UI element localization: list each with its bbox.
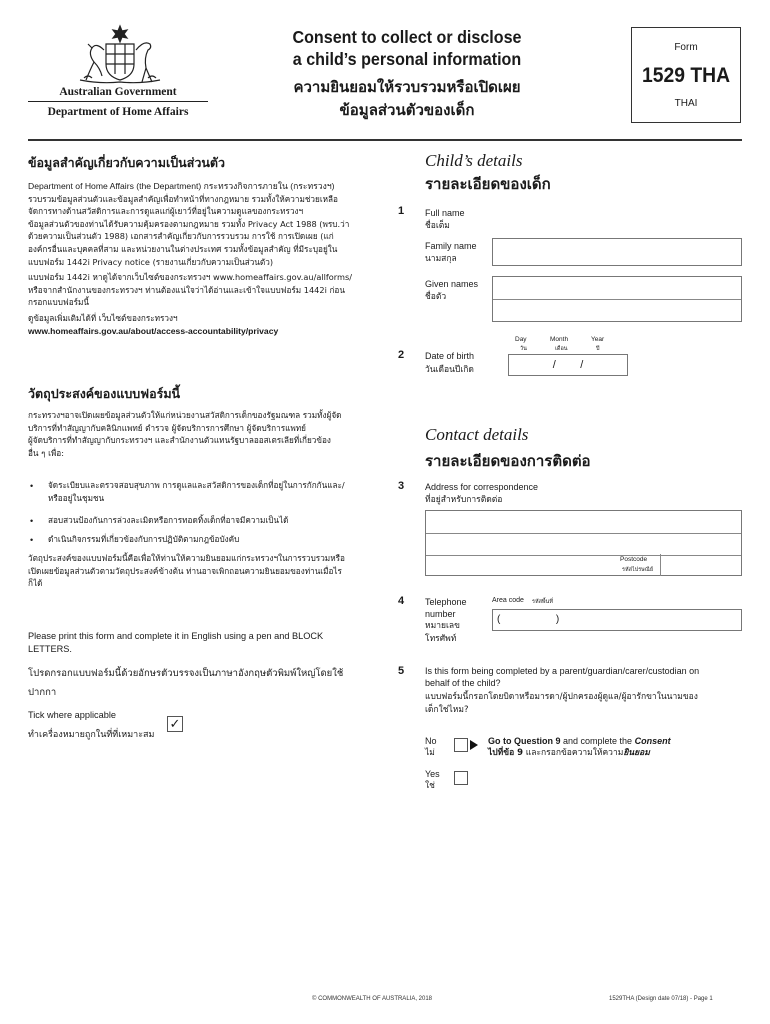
bullet-1-dot: • bbox=[30, 481, 34, 491]
no-label-th: ไม่ bbox=[425, 748, 435, 758]
contact-heading-en: Contact details bbox=[425, 425, 529, 444]
child-heading-th: รายละเอียดของเด็ก bbox=[425, 175, 551, 193]
q1-number: 1 bbox=[398, 205, 405, 217]
given-names-label-th: ชื่อตัว bbox=[425, 292, 447, 302]
form-language: THAI bbox=[674, 98, 698, 109]
tick-instruction-th: ทำเครื่องหมายถูกในที่ที่เหมาะสม bbox=[28, 730, 155, 740]
title-line-2: a child’s personal information bbox=[292, 49, 522, 69]
instr-en-l2: LETTERS. bbox=[28, 644, 72, 654]
yes-label-en: Yes bbox=[425, 769, 440, 779]
q4-label bbox=[425, 596, 467, 646]
q1-label-th: ชื่อเต็ม bbox=[425, 221, 450, 231]
purpose-intro-l1: กระทรวงฯอาจเปิดเผยข้อมูลส่วนตัวให้แก่หน่วยงานสวัสดิการเด็กของรัฐมณฑล รวมทั้งผู้จัด bbox=[28, 410, 342, 420]
go-to-q9-th: ไปที่ข้อ 9 bbox=[488, 748, 524, 758]
instr-en-l1: Please print this form and complete it in English using a pen and BLOCK bbox=[28, 631, 324, 641]
privacy-p1-l1: Department of Home Affairs (the Department) กระทรวงกิจการภายใน (กระทรวงฯ) bbox=[28, 181, 335, 191]
month-label-en: Month bbox=[550, 336, 569, 343]
arrow-right-icon bbox=[470, 740, 478, 750]
bullet-2-dot: • bbox=[30, 516, 34, 526]
month-label-th: เดือน bbox=[555, 346, 568, 352]
privacy-p2-l4: แบบฟอร์ม 1442i Privacy notice (รายงานเกี่ยวกับความเป็นส่วนตัว) bbox=[28, 256, 274, 267]
privacy-p2-l3: องค์กรอื่นและบุคคลที่สาม และหน่วยงานในต่างประเทศ รวมทั้งข้อมูลสำคัญ ที่มีระบุอยู่ใน bbox=[28, 243, 338, 254]
year-label-th: ปี bbox=[596, 346, 600, 352]
purpose-heading: วัตถุประสงค์ของแบบฟอร์มนี้ bbox=[28, 386, 181, 401]
q4-label-th-2: โทรศัพท์ bbox=[425, 634, 457, 644]
q3-number: 3 bbox=[398, 480, 405, 492]
go-rest-en: and complete the bbox=[560, 736, 635, 746]
privacy-link[interactable]: www.homeaffairs.gov.au/about/access-accountability/privacy bbox=[28, 325, 279, 336]
q4-label-en-1: Telephone bbox=[425, 597, 467, 607]
q2-label-en: Date of birth bbox=[425, 351, 475, 361]
no-checkbox[interactable] bbox=[454, 738, 468, 752]
tick-example-checkbox: ✓ bbox=[167, 716, 183, 732]
bullet-3-dot: • bbox=[30, 535, 34, 545]
family-name-field[interactable] bbox=[492, 238, 742, 266]
family-name-label-en: Family name bbox=[425, 241, 477, 251]
form-title-english bbox=[283, 26, 531, 70]
yes-checkbox[interactable] bbox=[454, 771, 468, 785]
q3-label-th: ที่อยู่สำหรับการติดต่อ bbox=[425, 495, 503, 505]
title-line-1: Consent to collect or disclose bbox=[292, 27, 522, 47]
q5-number: 5 bbox=[398, 665, 405, 677]
given-names-label-en: Given names bbox=[425, 279, 479, 289]
purpose-bullet-3: ดำเนินกิจกรรมที่เกี่ยวข้องกับการปฏิบัติตามกฎข้อบังคับ bbox=[48, 534, 240, 544]
day-label-en: Day bbox=[515, 336, 527, 343]
government-name: Australian Government bbox=[59, 86, 177, 98]
no-instruction-en bbox=[488, 735, 671, 747]
purpose-bullet-2: สอบสวนป้องกันการล่วงละเมิดหรือการทอดทิ้งเด็กที่อาจมีความเป็นได้ bbox=[48, 515, 289, 525]
go-rest-th: และกรอกข้อความให้ความ bbox=[523, 748, 624, 758]
family-name-label-th: นามสกุล bbox=[425, 254, 457, 264]
q5-th-l2: เด็กใช่ไหม? bbox=[425, 705, 469, 715]
purpose-body bbox=[28, 409, 378, 459]
header-rule bbox=[28, 139, 742, 141]
contact-heading-th: รายละเอียดของการติดต่อ bbox=[425, 452, 591, 470]
instr-th-l2: ปากกา bbox=[28, 687, 57, 698]
q4-label-th-1: หมายเลข bbox=[425, 621, 460, 631]
purpose-intro-l4: อื่น ๆ เพื่อ: bbox=[28, 447, 64, 458]
year-label-en: Year bbox=[591, 336, 605, 343]
q5-th-l1: แบบฟอร์มนี้กรอกโดยบิดาหรือมารดา/ผู้ปกครองผู้ดูแล/ผู้อารักขาในนามของ bbox=[425, 692, 698, 702]
privacy-p3-l2: หรือจากสำนักงานของกระทรวงฯ ท่านต้องแน่ใจว่าได้อ่านและเข้าใจแบบฟอร์ม 1442i ก่อน bbox=[28, 284, 345, 295]
bullet-1-l1: จัดระเบียบและตรวจสอบสุขภาพ การดูแลและสวัสดิการของเด็กที่อยู่ในการกักกันและ/ bbox=[48, 480, 345, 490]
privacy-p4-l1: ดูข้อมูลเพิ่มเติมได้ที่ เว็บไซต์ของกระทรวงฯ bbox=[28, 312, 178, 323]
q2-label-th: วันเดือนปีเกิด bbox=[425, 365, 474, 375]
go-to-q9-en: Go to Question 9 bbox=[488, 736, 561, 746]
consent-word-en: Consent bbox=[634, 736, 671, 746]
title-th-line-2: ข้อมูลส่วนตัวของเด็ก bbox=[339, 101, 475, 119]
form-label: Form bbox=[674, 42, 698, 53]
given-names-field[interactable] bbox=[492, 276, 742, 322]
bullet-1-l2: หรืออยู่ในชุมชน bbox=[48, 492, 105, 503]
no-label-en: No bbox=[425, 736, 437, 746]
q5-en-l1: Is this form being completed by a parent/guardian/carer/custodian on bbox=[425, 666, 700, 676]
child-heading-en: Child’s details bbox=[425, 151, 523, 170]
address-line-1-divider bbox=[426, 533, 741, 534]
page-info: 1529THA (Design date 07/18) - Page 1 bbox=[609, 996, 713, 1002]
q3-label-en: Address for correspondence bbox=[425, 482, 539, 492]
purpose-bullet-1 bbox=[48, 479, 378, 504]
postcode-label-en: Postcode bbox=[620, 556, 648, 563]
instr-th-l1: โปรดกรอกแบบฟอร์มนี้ด้วยอักษรตัวบรรจงเป็นภาษาอังกฤษตัวพิมพ์ใหญ่โดยใช้ bbox=[28, 668, 344, 679]
purpose-outro-l2: เปิดเผยข้อมูลส่วนตัวตามวัตถุประสงค์ข้างต้น ท่านอาจเพิกถอนความยินยอมของท่านเมื่อไร bbox=[28, 565, 342, 576]
privacy-heading: ข้อมูลสำคัญเกี่ยวกับความเป็นส่วนตัว bbox=[28, 155, 226, 170]
q5-question bbox=[425, 665, 743, 717]
yes-label-th: ใช่ bbox=[425, 781, 435, 791]
department-name: Department of Home Affairs bbox=[47, 106, 189, 118]
q1-label-en: Full name bbox=[425, 208, 465, 218]
privacy-p3-l1: แบบฟอร์ม 1442i หาดูได้จากเว็บไซต์ของกระทรวงฯ www.homeaffairs.gov.au/allforms/ bbox=[28, 272, 353, 283]
title-th-line-1: ความยินยอมให้รวบรวมหรือเปิดเผย bbox=[293, 78, 521, 96]
instructions-thai bbox=[28, 664, 378, 702]
privacy-body bbox=[28, 180, 378, 337]
form-title-thai bbox=[272, 76, 542, 122]
privacy-p2-l1: ข้อมูลส่วนตัวของท่านได้รับความคุ้มครองตามกฎหมาย รวมทั้ง Privacy Act 1988 (พรบ.ว่า bbox=[28, 218, 350, 229]
given-names-divider bbox=[493, 299, 741, 300]
no-instruction-th bbox=[488, 747, 650, 760]
purpose-outro-l1: วัตถุประสงค์ของแบบฟอร์มนี้คือเพื่อให้ท่านให้ความยินยอมแก่กระทรวงฯในการรวบรวมหรือ bbox=[28, 553, 345, 563]
consent-word-th: ยินยอม bbox=[623, 748, 650, 758]
copyright-notice: © COMMONWEALTH OF AUSTRALIA, 2018 bbox=[312, 996, 432, 1002]
privacy-p1-l2: รวบรวมข้อมูลส่วนตัวและข้อมูลสำคัญเพื่อทำหน้าที่ทางกฎหมาย รวมทั้งให้ความช่วยเหลือ bbox=[28, 193, 338, 204]
q4-label-en-2: number bbox=[425, 609, 456, 619]
instructions-english bbox=[28, 630, 378, 656]
purpose-outro-l3: ก็ได้ bbox=[28, 578, 43, 589]
area-code-label-th: รหัสพื้นที่ bbox=[532, 599, 553, 605]
form-number-box bbox=[631, 27, 741, 123]
header-divider bbox=[28, 101, 208, 102]
purpose-outro bbox=[28, 552, 378, 590]
dob-field[interactable]: / / bbox=[508, 354, 628, 376]
postcode-label-th: รหัสไปรษณีย์ bbox=[622, 567, 654, 573]
q2-number: 2 bbox=[398, 349, 405, 361]
postcode-field[interactable] bbox=[660, 554, 742, 576]
form-number: 1529 THA bbox=[641, 64, 731, 87]
telephone-field[interactable]: ( ) bbox=[492, 609, 742, 631]
tick-instruction-en: Tick where applicable bbox=[28, 710, 117, 720]
q4-number: 4 bbox=[398, 595, 405, 607]
coat-of-arms-logo bbox=[40, 24, 200, 88]
area-code-label-en: Area code bbox=[492, 597, 524, 604]
purpose-intro-l2: บริการที่ทำสัญญากับคลินิกแพทย์ ตำรวจ ผู้จัดบริการการศึกษา ผู้จัดบริการแพทย์ bbox=[28, 422, 306, 433]
privacy-p1-l3: จัดการทางด้านสวัสดิการและการดูแลแก่ผู้เยาว์ที่อยู่ในความดูแลของกระทรวงฯ bbox=[28, 206, 304, 217]
day-label-th: วัน bbox=[520, 346, 527, 352]
privacy-p2-l2: ด้วยความเป็นส่วนตัว 1988) เอกสารสำคัญเกี่ยวกับการรวบรวม การใช้ การเปิดเผย (แก่ bbox=[28, 231, 334, 242]
privacy-p3-l3: กรอกแบบฟอร์มนี้ bbox=[28, 297, 90, 308]
q5-en-l2: behalf of the child? bbox=[425, 678, 501, 688]
purpose-intro-l3: ผู้จัดบริการที่ทำสัญญากับกระทรวงฯ และสำนักงานตัวแทนรัฐบาลออสเตรเลียที่เกี่ยวข้อง bbox=[28, 435, 331, 446]
